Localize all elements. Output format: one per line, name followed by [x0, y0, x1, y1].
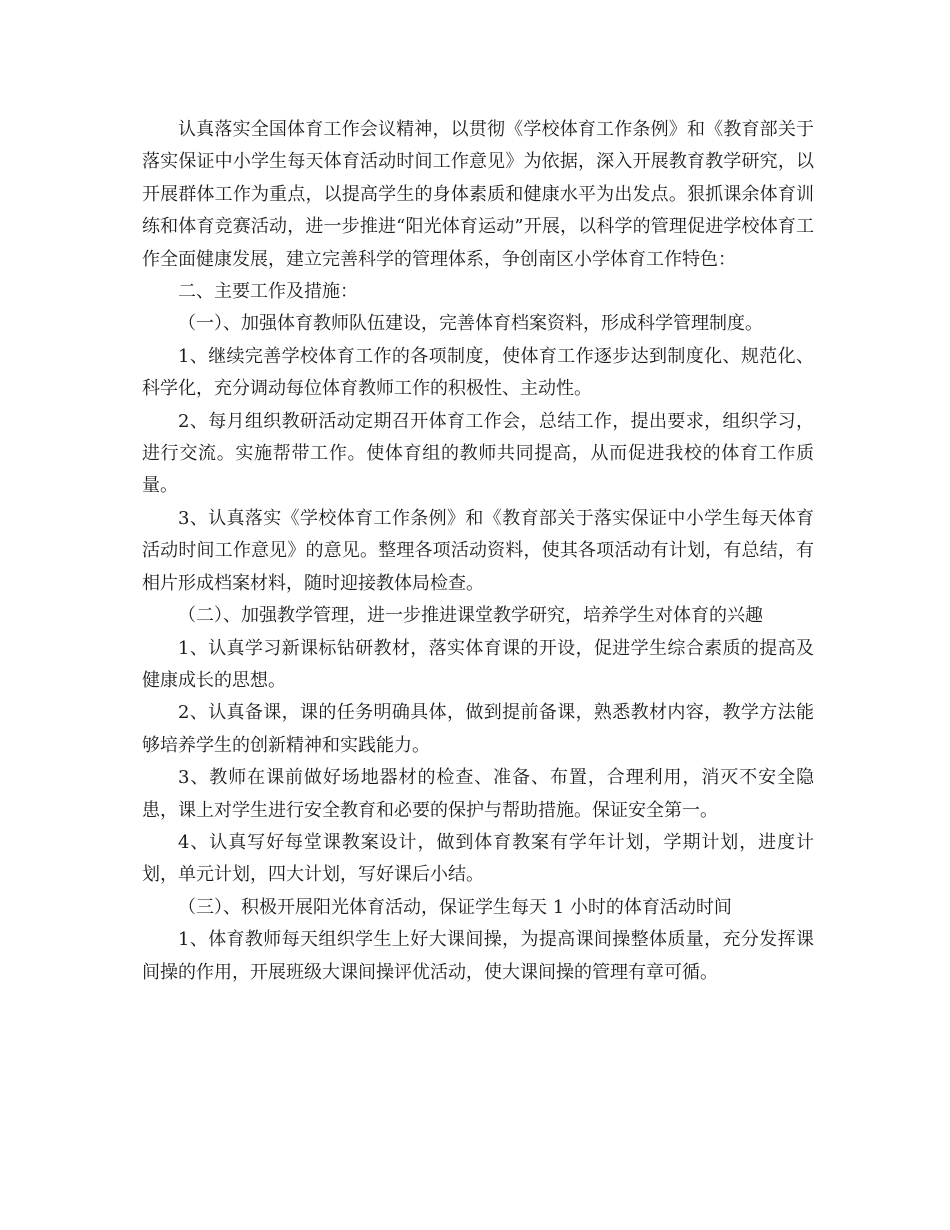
document-body	[142, 114, 814, 989]
paragraph-item: 2、每月组织教研活动定期召开体育工作会，总结工作，提出要求，组织学习，进行交流。实施帮带工作。使体育组的教师共同提高，从而促进我校的体育工作质量。	[142, 410, 814, 497]
paragraph-item: 3、教师在课前做好场地器材的检查、准备、布置，合理利用，消灭不安全隐患，课上对学生进行安全教育和必要的保护与帮助措施。保证安全第一。	[142, 767, 814, 821]
section-heading-main-work: 二、主要工作及措施：	[178, 281, 358, 303]
paragraph-item: 1、认真学习新课标钻研教材，落实体育课的开设，促进学生综合素质的提高及健康成长的思想。	[142, 637, 814, 691]
paragraph-item: 1、体育教师每天组织学生上好大课间操，为提高课间操整体质量，充分发挥课间操的作用，开展班级大课间操评优活动，使大课间操的管理有章可循。	[142, 929, 814, 983]
subsection-heading-3: （三）、积极开展阳光体育活动，保证学生每天 1 小时的体育活动时间	[178, 896, 732, 918]
subsection-heading-2: （二）、加强教学管理，进一步推进课堂教学研究，培养学生对体育的兴趣	[178, 605, 763, 627]
paragraph-intro: 认真落实全国体育工作会议精神，以贯彻《学校体育工作条例》和《教育部关于落实保证中小学生每天体育活动时间工作意见》为依据，深入开展教育教学研究，以开展群体工作为重点，以提高学生的身体素质和健康水平为出发点。狠抓课余体育训练和体育竞赛活动，进一步推进“阳光体育运动”开展，以科学的管理促进学校体育工作全面健康发展，建立完善科学的管理体系，争创南区小学体育工作特色：	[142, 119, 814, 270]
paragraph-item: 4、认真写好每堂课教案设计，做到体育教案有学年计划，学期计划，进度计划，单元计划，四大计划，写好课后小结。	[142, 831, 814, 886]
paragraph-item: 1、继续完善学校体育工作的各项制度，使体育工作逐步达到制度化、规范化、科学化，充分调动每位体育教师工作的积极性、主动性。	[142, 345, 814, 400]
paragraph-item: 3、认真落实《学校体育工作条例》和《教育部关于落实保证中小学生每天体育活动时间工作意见》的意见。整理各项活动资料，使其各项活动有计划，有总结，有相片形成档案材料，随时迎接教体局检查。	[142, 507, 814, 594]
paragraph-item: 2、认真备课，课的任务明确具体，做到提前备课，熟悉教材内容，教学方法能够培养学生的创新精神和实践能力。	[142, 702, 814, 756]
subsection-heading-1: （一）、加强体育教师队伍建设，完善体育档案资料，形成科学管理制度。	[178, 313, 763, 335]
